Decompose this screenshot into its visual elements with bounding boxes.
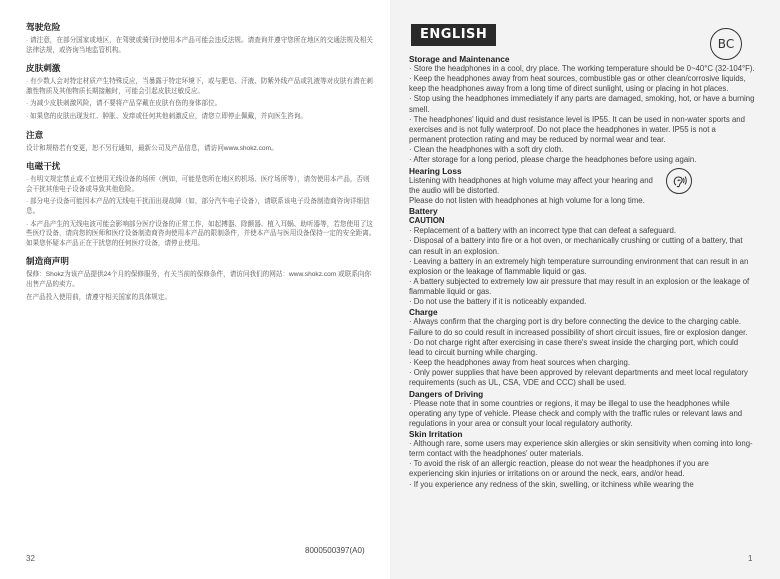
section-heading: 电磁干扰 (26, 161, 61, 172)
section-storage (409, 54, 755, 166)
paragraph: · If you experience any redness of the skin, swelling, or itchiness while wearing the (409, 479, 694, 489)
part-number: 8000500397(A0) (305, 546, 365, 555)
paragraph: Please do not listen with headphones at high volume for a long time. (409, 195, 645, 205)
caution-label: CAUTION (409, 216, 445, 226)
paragraph: · Replacement of a battery with an incorrect type that can defeat a safeguard. (409, 226, 676, 236)
paragraph: · After storage for a long period, please charge the headphones before using again. (409, 155, 697, 165)
english-safety-text (409, 54, 755, 490)
paragraph: · 为减少皮肤刺激风险，请不要将产品穿戴在皮肤有伤的身体部位。 (26, 100, 222, 108)
paragraph: · 如果您的皮肤出现发红、肿胀、发痒或任何其他刺激反应，请您立即停止佩戴，并向医生咨询。 (26, 112, 307, 120)
section-driving (409, 389, 755, 429)
hearing-safety-icon (666, 168, 692, 194)
paragraph: · Clean the headphones with a soft dry cloth. (409, 145, 564, 155)
section-hearing-loss (409, 166, 755, 206)
paragraph: · The headphones' liquid and dust resistance level is IP55. It can be used in non-water sports and exercises and is not fully waterproof. Do not place the headphones in water. IP55 is not a permanent protection rating and may be reduced by normal wear and tear. (409, 114, 745, 145)
section-battery (409, 206, 755, 307)
page-number-left: 32 (26, 554, 35, 563)
section-heading: 驾驶危险 (26, 22, 61, 32)
paragraph: · Only power supplies that have been approved by relevant departments and meet local regulatory requirements (such as UL, CSA, VDE and CCC) shall be used. (409, 368, 748, 388)
paragraph: · Always confirm that the charging port is dry before connecting the device to the charging cable. Failure to do so could result in increased possibility of short circuit issues, fire or explosion danger. (409, 317, 748, 337)
section-charge (409, 307, 755, 388)
section-skin-cn (26, 63, 376, 121)
section-heading: Hearing Loss (409, 165, 462, 176)
language-tag: ENGLISH (411, 24, 496, 46)
section-heading: Dangers of Driving (409, 388, 484, 399)
section-driving-cn (26, 22, 376, 55)
section-heading: Skin Irritation (409, 429, 463, 439)
bc-mark-icon: BC (710, 28, 742, 60)
paragraph: · Keep the headphones away from heat sources when charging. (409, 358, 631, 368)
section-emi-cn (26, 161, 376, 248)
section-heading: 皮肤刺激 (26, 63, 61, 74)
paragraph: · Do not use the battery if it is noticeably expanded. (409, 297, 587, 307)
paragraph: 保修：Shokz为该产品提供24个月的保修服务，有关当前的保修条件，请访问我们的网站：www.shokz.com 或联系向你出售产品的卖方。 (26, 271, 372, 288)
section-heading: Battery (409, 206, 438, 217)
paragraph: · Store the headphones in a cool, dry place. The working temperature should be 0~40°C (32-104°F). (409, 64, 755, 73)
paragraph: Listening with headphones at high volume may affect your hearing and the audio will be distorted. (409, 175, 653, 195)
paragraph: · Although rare, some users may experience skin allergies or skin sensitivity when coming into long-term contact with the headphones' outer materials. (409, 439, 753, 459)
section-heading: 制造商声明 (26, 256, 69, 267)
paragraph: · A battery subjected to extremely low air pressure that may result in an explosion or the leakage of flammable liquid or gas. (409, 276, 750, 297)
section-skin-irritation (409, 429, 755, 490)
paragraph: · To avoid the risk of an allergic reaction, please do not wear the headphones if you are experiencing skin injuries or irritations on or around the neck, ears, and/or head. (409, 459, 709, 479)
paragraph: 设计和规格若有变更，恕不另行通知，最新公司及产品信息，请访问www.shokz.com。 (26, 144, 278, 152)
section-heading: Charge (409, 307, 438, 318)
section-manufacturer-cn (26, 256, 376, 302)
paragraph: · Stop using the headphones immediately if any parts are damaged, smoking, hot, or have a burning smell. (409, 94, 755, 114)
page-number-right: 1 (748, 554, 753, 563)
paragraph: · Do not charge right after exercising in case there's sweat inside the charging port, which could lead to circuit burning while charging. (409, 337, 739, 357)
paragraph: · 本产品产生的无线电波可能会影响部分医疗设备的正常工作，如起搏器、除颤器、植入耳蜗、助听器等，若您使用了这些医疗设备，请向您的医师和医疗设备制造商咨询使用本产品的限制条件，并使本产品与医用设备保持一定的安全距离。如果您怀疑本产品正在干扰您的任何医疗设备，请停止使用。 (26, 220, 376, 247)
paragraph: · Keep the headphones away from heat sources, combustible gas or other clean/corrosive liquids, keep the headphones away from a long time of direct sunlight, using or placing in hot places. (409, 74, 746, 94)
section-heading: Storage and Maintenance (409, 54, 510, 64)
paragraph: · 部分电子设备可能因本产品的无线电干扰而出现故障（如，部分汽车电子设备），请联系该电子设备制造商咨询详细信息。 (26, 198, 370, 215)
section-notice-cn (26, 130, 376, 154)
paragraph: · Leaving a battery in an extremely high temperature surrounding environment that can result in an explosion or the leakage of flammable liquid or gas. (409, 256, 749, 276)
paragraph: · Disposal of a battery into fire or a hot oven, or mechanically crushing or cutting of a battery, that can result in an explosion. (409, 236, 743, 256)
paragraph: · 有明文规定禁止或不宜使用无线设备的场所（例如，可能是您所在地区的机场、医疗场所等），请勿使用本产品，否则会干扰其他电子设备或导致其他危险。 (26, 176, 370, 193)
right-page (390, 0, 780, 579)
chinese-safety-text (26, 22, 376, 310)
paragraph: · Please note that in some countries or regions, it may be illegal to use the headphones while operating any type of vehicle. Please check and comply with the traffic rules or relevant laws and regulations in your area or consult your local regulatory authority. (409, 398, 743, 428)
paragraph: · 请注意，在部分国家或地区，在驾驶或骑行时使用本产品可能会违反法规。请查询并遵守您所在地区的交通法规及相关法律法规，或咨询当地监管机构。 (26, 37, 373, 54)
section-heading: 注意 (26, 129, 44, 140)
paragraph: 在产品投入使用前，请遵守相关国家的具体规定。 (26, 293, 172, 301)
paragraph: · 有少数人会对特定材质产生特殊反应，当暴露于特定环境下，或与肥皂、汗液、防紫外线产品或乳液等对皮肤有潜在刺激性物质及其他物质长期接触时，可能会引起皮肤过敏反应。 (26, 78, 373, 95)
